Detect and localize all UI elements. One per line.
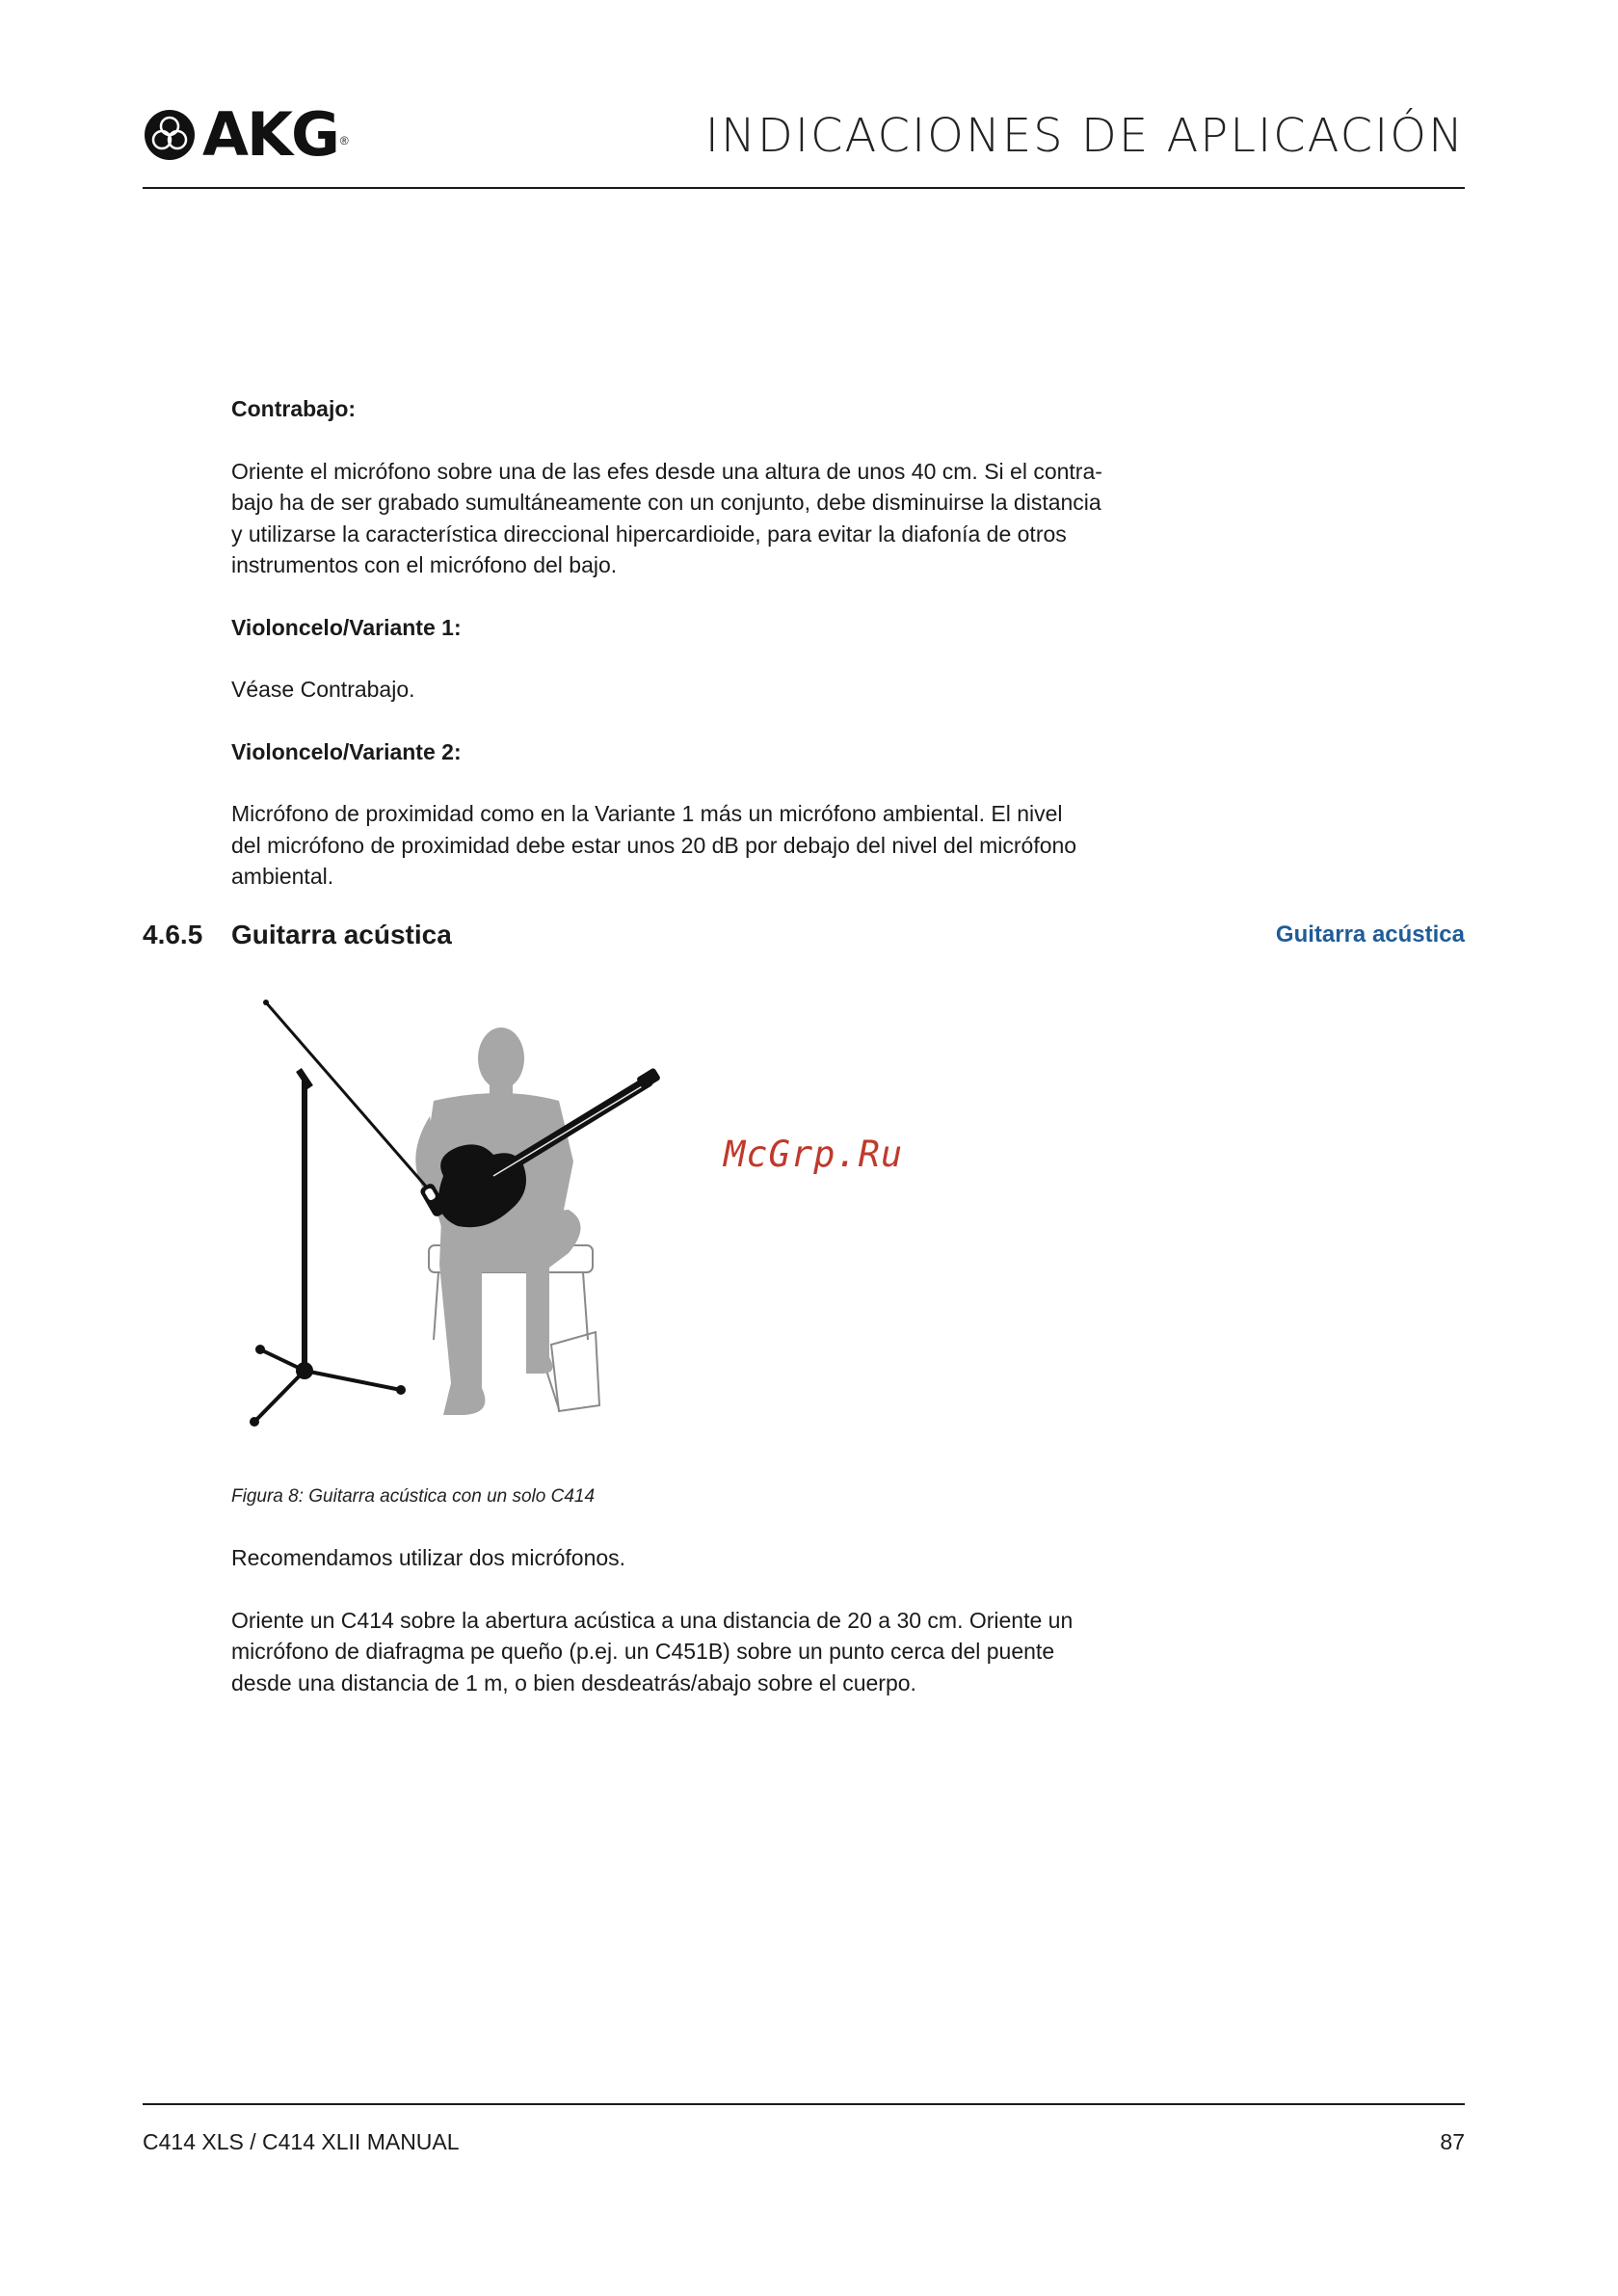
brand-name: AKG [202,99,338,170]
guitarist-illustration [241,993,665,1455]
text-line: Oriente un C414 sobre la abertura acústica a una distancia de 20 a 30 cm. Oriente un [231,1607,1074,1633]
text-line: bajo ha de ser grabado sumultáneamente con un conjunto, debe disminuirse la distancia [231,490,1101,515]
watermark-text: McGrp.Ru [724,1134,904,1175]
section-heading [143,918,452,952]
text-line: desde una distancia de 1 m, o bien desdeatrás/abajo sobre el cuerpo. [231,1669,916,1695]
margin-note: Guitarra acústica [1275,921,1465,948]
person-silhouette [415,1028,580,1415]
text-line: Micrófono de proximidad como en la Variante 1 más un micrófono ambiental. El nivel [231,801,1063,826]
heading-violoncelo-2: Violoncelo/Variante 2: [231,738,462,764]
text-line: y utilizarse la característica direccional hipercardioide, para evitar la diafonía de otros [231,521,1067,547]
registered-mark: ® [339,134,349,147]
text-line: Véase Contrabajo. [231,677,415,702]
page-title: INDICACIONES DE APLICACIÓN [704,109,1465,163]
mic-stand-joints [250,1000,406,1427]
mic-stand [254,1002,434,1422]
guitar-figure [241,993,665,1455]
heading-violoncelo-1: Violoncelo/Variante 1: [231,614,462,640]
text-line: micrófono de diafragma pe queño (p.ej. un C451B) sobre un punto cerca del puente [231,1639,1055,1664]
body-text-after [231,1542,1195,1698]
akg-emblem-icon [143,108,197,162]
text-line: Oriente el micrófono sobre una de las efes desde una altura de unos 40 cm. Si el contra- [231,458,1102,484]
body-text [231,393,1195,893]
akg-logo [143,99,349,170]
footer-divider [143,2103,1465,2105]
section-number: 4.6.5 [143,920,203,949]
text-line: del micrófono de proximidad debe estar unos 20 dB por debajo del nivel del micrófono [231,832,1077,858]
text-line: Recomendamos utilizar dos micrófonos. [231,1545,626,1570]
header-divider [143,187,1465,189]
heading-contrabajo: Contrabajo: [231,396,357,421]
figure-caption: Figura 8: Guitarra acústica con un solo C414 [231,1486,596,1507]
footer-manual-name: C414 XLS / C414 XLII MANUAL [143,2129,460,2154]
text-line: ambiental. [231,864,334,889]
text-line: instrumentos con el micrófono del bajo. [231,552,618,577]
section-title: Guitarra acústica [231,920,452,949]
page-header [143,99,1465,187]
footer-page-number: 87 [1440,2129,1465,2154]
